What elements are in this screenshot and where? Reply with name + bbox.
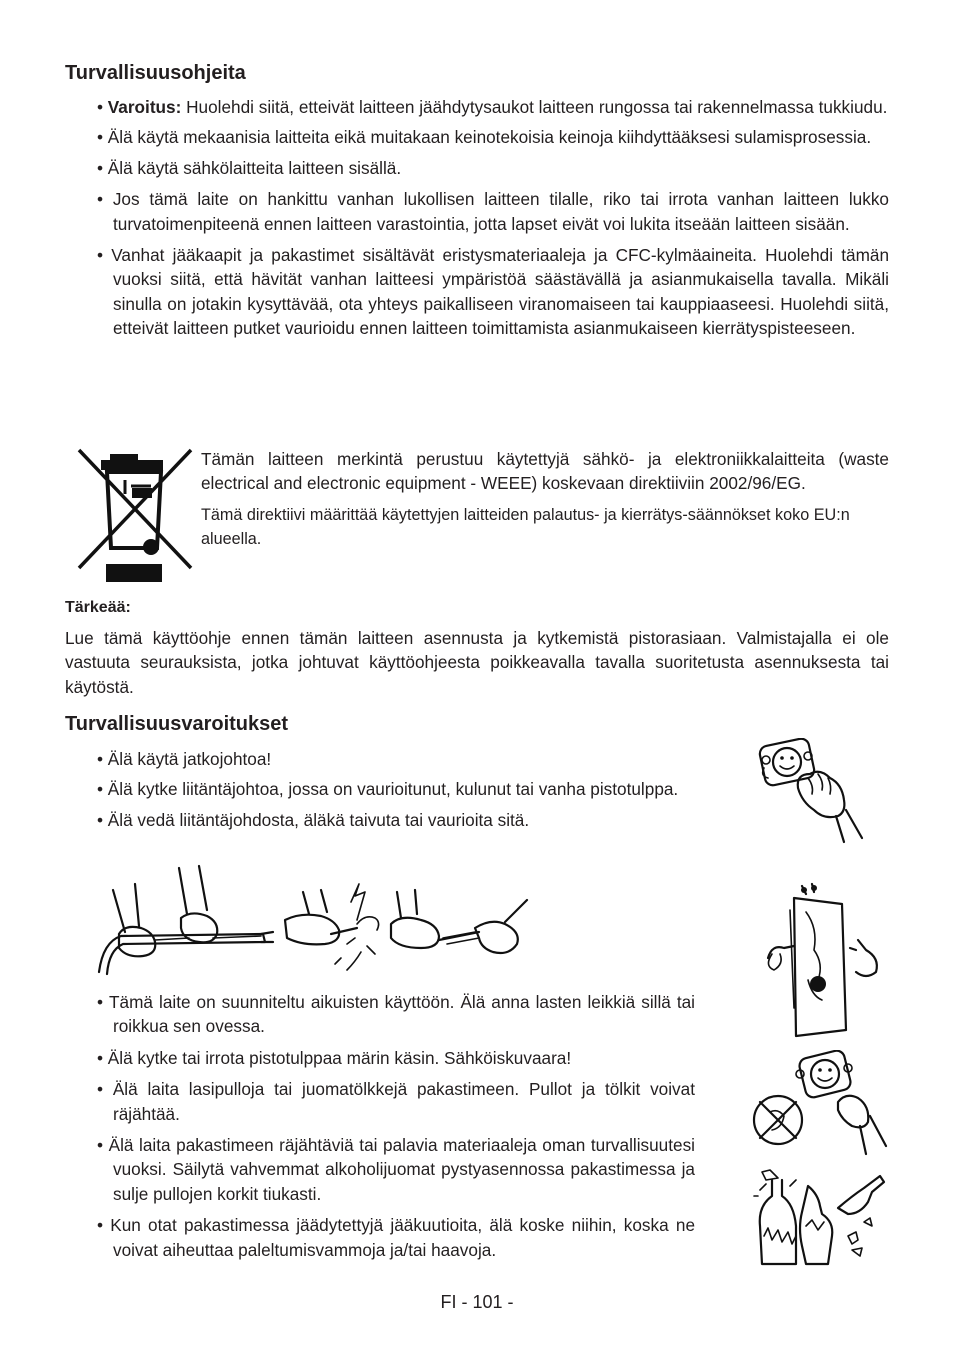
list-item: • Älä kytke tai irrota pistotulppaa märin käsin. Sähköiskuvaara! [97,1047,572,1068]
socket-plug-hand-icon [758,738,870,848]
list-item: • Jos tämä laite on hankittu vanhan lukollisen laitteen tilalle, riko tai irrota vanhan laitteen lukko turvatoimenpiteenä ennen laitteen varastointia, jotta lapset eivät voi lukita itseään laitteen sisään. [97,189,889,234]
list-item: • Varoitus: Huolehdi siitä, etteivät laitteen jäähdytysaukot laitteen rungossa tai rakennelmassa tukkiudu. [97,97,888,117]
important-label: Tärkeää: [65,599,131,616]
no-wet-hands-plug-icon [750,1050,890,1156]
list-item-text: Älä käytä sähkölaitteita laitteen sisällä. [107,157,402,178]
weee-paragraph: Tämä direktiivi määrittää käytettyjen laitteiden palautus- ja kierrätys-säännökset koko EU:n alueella. [201,505,850,549]
list-item-text: Älä laita lasipulloja tai juomatölkkejä pakastimeen. Pullot ja tölkit voivat räjähtää. [112,1079,695,1124]
power-cord-handling-icon [95,862,535,980]
list-item: • Älä käytä mekaanisia laitteita eikä muitakaan keinotekoisia keinoja kiihdyttääksesi sulamisprosessia. [97,127,872,148]
list-item-text: Tämä laite on suunniteltu aikuisten käyttöön. Älä anna lasten leikkiä sillä tai roikkua sen ovessa. [109,992,696,1037]
list-item-text: Huolehdi siitä, etteivät laitteen jäähdytysaukot laitteen rungossa tai rakennelmassa tukkiudu. [181,97,888,117]
list-item-text: Älä kytke liitäntäjohtoa, jossa on vaurioitunut, kulunut tai vanha pistotulppa. [107,779,679,800]
safety-warnings-list-a [97,747,695,832]
list-item-text: Älä vedä liitäntäjohdosta, äläkä taivuta tai vaurioita sitä. [107,809,530,830]
list-item: • Älä laita lasipulloja tai juomatölkkejä pakastimeen. Pullot ja tölkit voivat räjähtää. [97,1079,695,1124]
child-hanging-on-door-icon [762,880,884,1040]
list-item-text: Älä kytke tai irrota pistotulppaa märin käsin. Sähköiskuvaara! [107,1047,572,1068]
list-item: • Älä laita pakastimeen räjähtäviä tai palavia materiaaleja oman turvallisuutesi vuoksi. Säilytä vahvemmat alkoholijuomat pystyasennossa pakastimessa ja sulje pullojen korkit tiukasti. [97,1135,695,1204]
list-item: • Älä kytke liitäntäjohtoa, jossa on vaurioitunut, kulunut tai vanha pistotulppa. [97,779,679,800]
list-item-text: Vanhat jääkaapit ja pakastimet sisältävät eristysmateriaaleja ja CFC-kylmäaineita. Huolehdi tämän vuoksi siitä, että hävität vanhan laitteesi ympäristöä säästävällä ja asianmukaisella tavalla. Mikäli sinulla on jotakin kysyttävää, ota yhteys paikalliseen viranomaiseen tai kauppiaaseesi. Huolehdi siitä, etteivät laitteen putket vaurioidu ennen laitteen toimittamista asianmukaiseen kierrätyspisteeseen. [111,245,890,339]
list-item: • Vanhat jääkaapit ja pakastimet sisältävät eristysmateriaaleja ja CFC-kylmäaineita. Huolehdi tämän vuoksi siitä, että hävität vanhan laitteesi ympäristöä säästävällä ja asianmukaisella tavalla. Mikäli sinulla on jotakin kysyttävää, ota yhteys paikalliseen viranomaiseen tai kauppiaaseesi. Huolehdi siitä, etteivät laitteen putket vaurioidu ennen laitteen toimittamista asianmukaiseen kierrätyspisteeseen. [97,245,890,339]
important-text: Lue tämä käyttöohje ennen tämän laitteen asennusta ja kytkemistä pistorasiaan. Valmistajalla ei ole vastuuta seurauksista, jotka johtuvat käyttöohjeesta poikkeavalla tavalla suoritetusta asennuksesta tai käytöstä. [65,628,889,697]
list-item: • Kun otat pakastimessa jäädytettyjä jääkuutioita, älä koske niihin, koska ne voivat aiheuttaa paleltumisvammoja ja/tai haavoja. [97,1215,695,1260]
list-item-text: Älä käytä mekaanisia laitteita eikä muitakaan keinotekoisia keinoja kiihdyttääksesi sulamisprosessia. [107,127,872,148]
list-item-text: Älä laita pakastimeen räjähtäviä tai palavia materiaaleja oman turvallisuutesi vuoksi. Säilytä vahvemmat alkoholijuomat pystyasennossa pakastimessa ja sulje pullojen korkit tiukasti. [108,1135,695,1204]
crossed-out-wheelie-bin-icon [77,446,193,584]
list-item: • Älä vedä liitäntäjohdosta, äläkä taivuta tai vaurioita sitä. [97,809,530,830]
weee-notice [201,447,889,552]
section-title-safety-warnings: Turvallisuusvaroitukset [65,713,289,735]
safety-instructions-list [97,95,889,341]
list-item: • Älä käytä sähkölaitteita laitteen sisällä. [97,157,402,178]
list-item: • Tämä laite on suunniteltu aikuisten käyttöön. Älä anna lasten leikkiä sillä tai roikkua sen ovessa. [97,992,696,1037]
weee-paragraph: Tämän laitteen merkintä perustuu käytettyjä sähkö- ja elektroniikkalaitteita (waste electrical and electronic equipment - WEEE) koskevaan direktiiviin 2002/96/EG. [201,449,889,494]
list-item-text: Jos tämä laite on hankittu vanhan lukollisen laitteen tilalle, riko tai irrota vanhan laitteen lukko turvatoimenpiteenä ennen laitteen varastointia, jotta lapset eivät voi lukita itseään laitteen sisään. [112,189,889,234]
exploding-bottles-icon [752,1166,892,1268]
list-item: • Älä käytä jatkojohtoa! [97,749,272,769]
safety-warnings-list-b [97,990,695,1262]
warning-label: Varoitus: [107,97,182,117]
page-number: FI - 101 - [440,1292,514,1312]
list-item-text: Älä käytä jatkojohtoa! [107,749,272,769]
section-title-safety-instructions: Turvallisuusohjeita [65,62,246,84]
list-item-text: Kun otat pakastimessa jäädytettyjä jääkuutioita, älä koske niihin, koska ne voivat aiheuttaa paleltumisvammoja ja/tai haavoja. [110,1215,695,1260]
